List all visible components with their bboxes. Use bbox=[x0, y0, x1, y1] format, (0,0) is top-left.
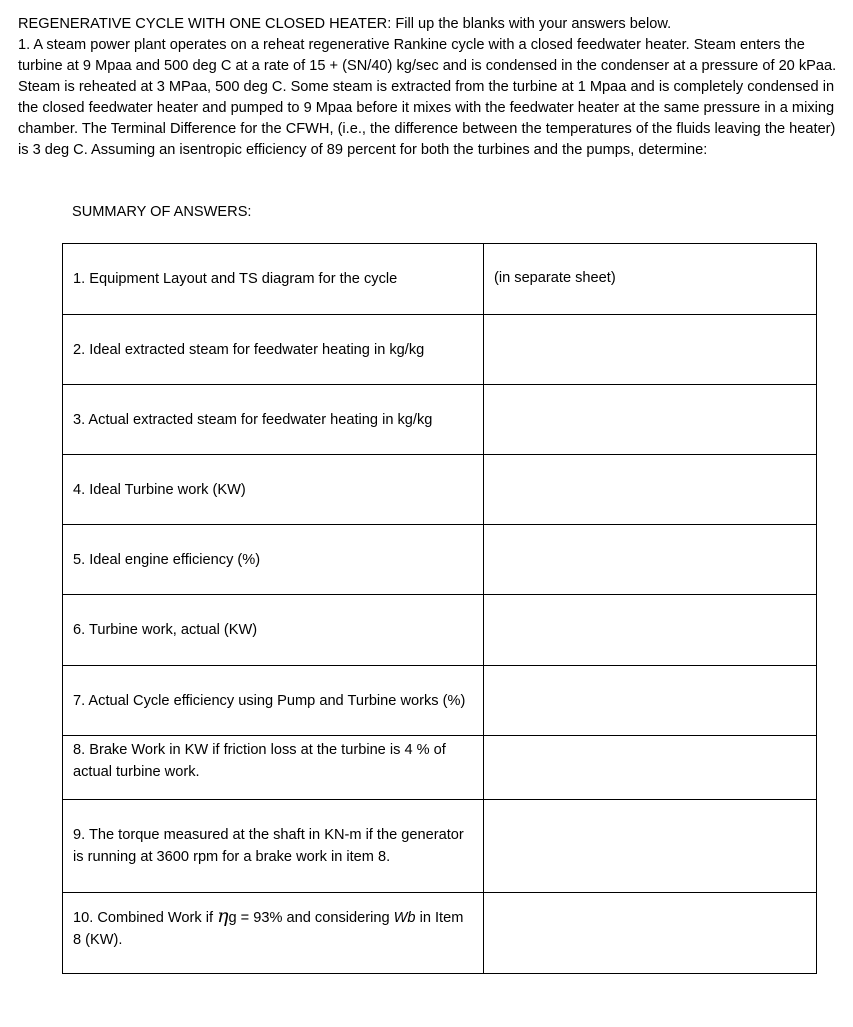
table-row bbox=[63, 666, 817, 736]
table-row bbox=[63, 736, 817, 800]
answer-cell[interactable] bbox=[484, 525, 817, 595]
brake-work-symbol: Wb bbox=[393, 910, 416, 926]
answer-cell[interactable] bbox=[484, 315, 817, 385]
answer-cell[interactable] bbox=[484, 893, 817, 974]
table-row bbox=[63, 455, 817, 525]
question-cell: 2. Ideal extracted steam for feedwater heating in kg/kg bbox=[63, 315, 484, 385]
question-text: = 93% and considering bbox=[236, 910, 394, 926]
question-cell: 3. Actual extracted steam for feedwater heating in kg/kg bbox=[63, 385, 484, 455]
question-cell bbox=[63, 893, 484, 974]
answers-table bbox=[62, 243, 817, 974]
table-row bbox=[63, 385, 817, 455]
question-cell: 5. Ideal engine efficiency (%) bbox=[63, 525, 484, 595]
question-cell: 1. Equipment Layout and TS diagram for the cycle bbox=[63, 244, 484, 315]
summary-label: SUMMARY OF ANSWERS: bbox=[72, 204, 252, 220]
table-row bbox=[63, 244, 817, 315]
question-text: in Item 8 (KW). bbox=[73, 910, 464, 948]
eta-subscript: g bbox=[228, 910, 237, 926]
question-text: 10. Combined Work if bbox=[73, 910, 218, 926]
question-cell: 4. Ideal Turbine work (KW) bbox=[63, 455, 484, 525]
table-row bbox=[63, 525, 817, 595]
table-row bbox=[63, 800, 817, 893]
question-cell: 8. Brake Work in KW if friction loss at the turbine is 4 % of actual turbine work. bbox=[63, 736, 484, 800]
worksheet-title: REGENERATIVE CYCLE WITH ONE CLOSED HEATER: Fill up the blanks with your answers below. bbox=[18, 16, 672, 32]
table-row bbox=[63, 595, 817, 666]
answer-cell[interactable] bbox=[484, 385, 817, 455]
table-row bbox=[63, 893, 817, 974]
answer-cell[interactable]: (in separate sheet) bbox=[484, 244, 817, 315]
table-row bbox=[63, 315, 817, 385]
eta-symbol: η bbox=[217, 905, 229, 927]
question-cell: 6. Turbine work, actual (KW) bbox=[63, 595, 484, 666]
answer-cell[interactable] bbox=[484, 800, 817, 893]
answer-cell[interactable] bbox=[484, 455, 817, 525]
question-cell: 9. The torque measured at the shaft in KN-m if the generator is running at 3600 rpm for a brake work in item 8. bbox=[63, 800, 484, 893]
answer-cell[interactable] bbox=[484, 595, 817, 666]
question-cell: 7. Actual Cycle efficiency using Pump and Turbine works (%) bbox=[63, 666, 484, 736]
problem-statement: 1. A steam power plant operates on a reheat regenerative Rankine cycle with a closed feedwater heater. Steam enters the turbine at 9 Mpaa and 500 deg C at a rate of 15 + (SN/40) kg/sec and is condensed in the condenser at a pressure of 20 kPaa. Steam is reheated at 3 MPaa, 500 deg C. Some steam is extracted from the turbine at 1 Mpaa and is completely condensed in the closed feedwater heater and pumped to 9 Mpaa before it mixes with the feedwater heater at the same pressure in a mixing chamber. The Terminal Difference for the CFWH, (i.e., the difference between the temperatures of the fluids leaving the heater) is 3 deg C. Assuming an isentropic efficiency of 89 percent for both the turbines and the pumps, determine: bbox=[18, 37, 837, 158]
answer-cell[interactable] bbox=[484, 666, 817, 736]
answer-cell[interactable] bbox=[484, 736, 817, 800]
